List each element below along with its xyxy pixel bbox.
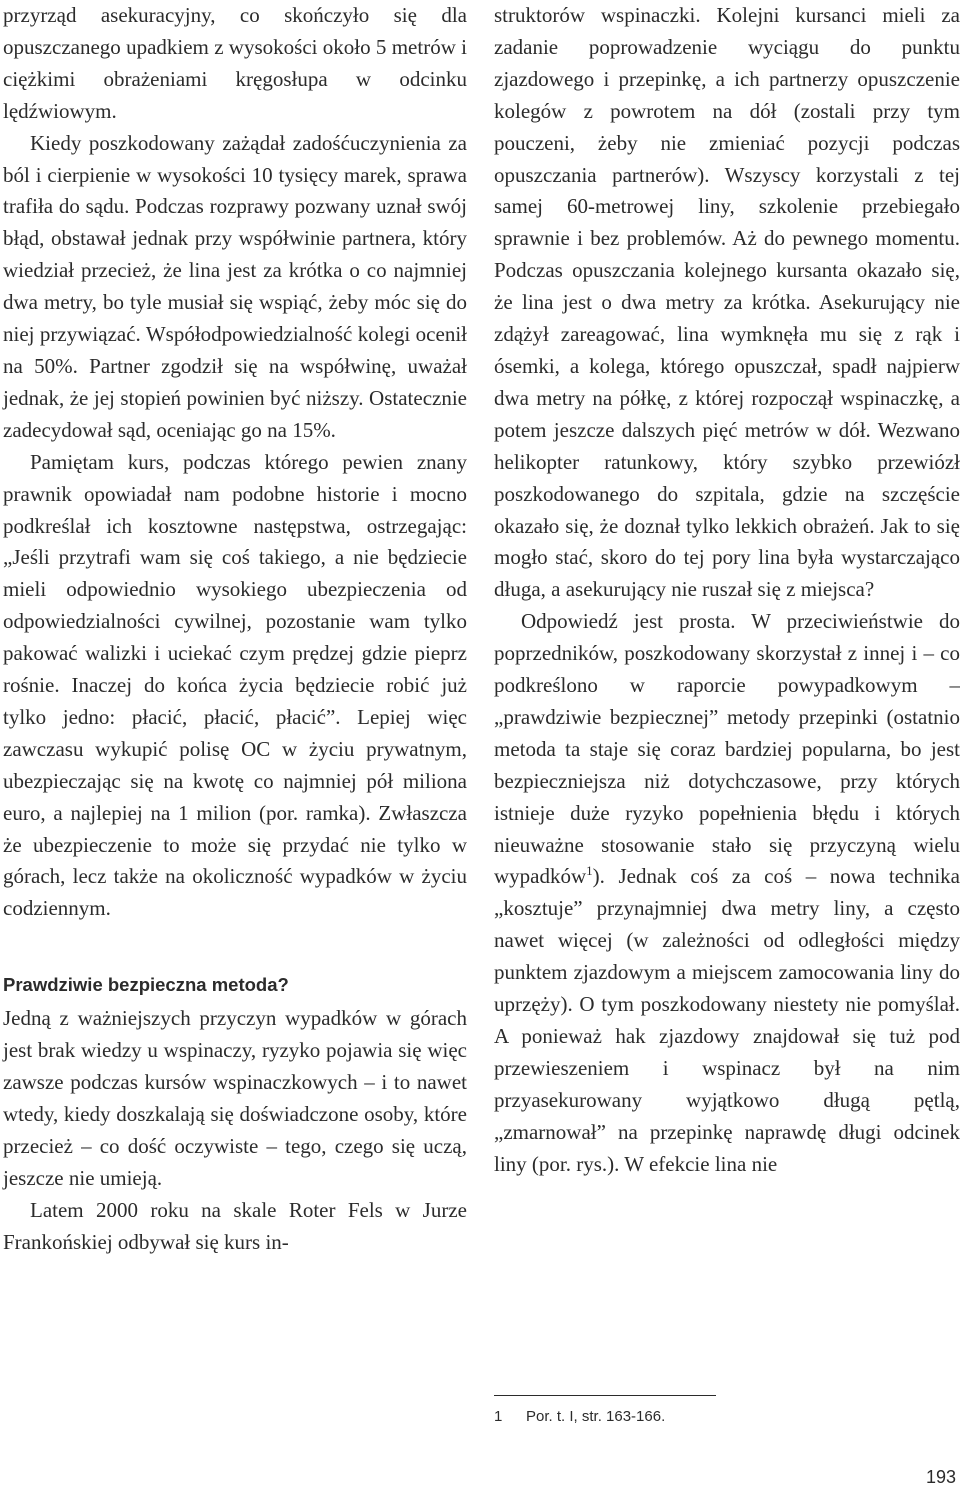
section-heading: Prawdziwie bezpieczna metoda? <box>3 974 289 996</box>
right-paragraph-2 <box>494 606 960 1180</box>
right-paragraph-2-end: ). Jednak coś za coś – nowa technika „kosztuje” przynajmniej dwa metry liny, a często nawet więcej (w zależności od odległości między punktem zjazdowym a miejscem zamocowania liny do uprzęży). O tym poszkodowany niestety nie pomyślał. A ponieważ hak zjazdowy znajdował się tuż pod przewieszeniem i wspinacz był na nim przyasekurowany wyjątkowo długą pętlą, „zmarnował” na przepinkę naprawdę długi odcinek liny (por. rys.). W efekcie lina nie <box>494 864 960 1176</box>
left-column <box>3 0 467 1259</box>
footnote-reference: 1 <box>586 863 593 879</box>
left-paragraph-4: Jedną z ważniejszych przyczyn wypadków w górach jest brak wiedzy u wspinaczy, ryzyko pojawia się więc zawsze podczas kursów wspinaczkowych – i to nawet wtedy, kiedy doszkalają się doświadczone osoby, które przecież – co dość oczywiste – tego, czego się uczą, jeszcze nie umieją. <box>3 1006 467 1190</box>
footnote-text: Por. t. I, str. 163-166. <box>526 1408 666 1425</box>
left-paragraph-5: Latem 2000 roku na skale Roter Fels w Jurze Frankońskiej odbywał się kurs in- <box>3 1197 467 1254</box>
left-paragraph-3: Pamiętam kurs, podczas którego pewien znany prawnik opowiadał nam podobne historie i mocno podkreślał ich kosztowne następstwa, ostrzegając: „Jeśli przytrafi wam się coś takiego, a nie będziecie mieli odpowiednio wysokiego ubezpieczenia od odpowiedzialności cywilnej, pozostanie wam tylko pakować walizki i uciekać czym prędzej gdzie pieprz rośnie. Inaczej do końca życia będziecie robić już tylko jedno: płacić, płacić, płacić”. Lepiej więc zawczasu wykupić polisę OC w życiu prywatnym, ubezpieczając się na kwotę co najmniej pół miliona euro, a najlepiej na 1 milion (por. ramka). Zwłaszcza że ubezpieczenie to może się przydać nie tylko w górach, lecz także na okoliczność wypadków w życiu codziennym. <box>3 449 467 921</box>
page-number: 193 <box>925 1467 956 1487</box>
left-paragraph-1: przyrząd asekuracyjny, co skończyło się dla opuszczanego upadkiem z wysokości około 5 metrów i ciężkimi obrażeniami kręgosłupa w odcinku lędźwiowym. <box>3 3 467 123</box>
right-column <box>494 0 960 1181</box>
right-paragraph-1: struktorów wspinaczki. Kolejni kursanci mieli za zadanie poprowadzenie wyciągu do punktu zjazdowego i przepinkę, a ich partnerzy opuszczenie kolegów z powrotem na dół (zostali przy tym pouczeni, żeby nie zmieniać pozycji podczas opuszczania partnerów). Wszyscy korzystali z tej samej 60-metrowej liny, szkolenie przebiegało sprawnie i bez problemów. Aż do pewnego momentu. Podczas opuszczania kolejnego kursanta okazało się, że lina jest o dwa metry za krótka. Asekurujący nie zdążył zareagować, lina wymknęła mu się z rąk i ósemki, a kolega, którego opuszczał, spadł najpierw dwa metry na półkę, z której rozpoczął wspinaczkę, a potem jeszcze dalszych pięć metrów w dół. Wezwano helikopter ratunkowy, który szybko przewiózł poszkodowanego do szpitala, gdzie na szczęście okazało się, że doznał tylko lekkich obrażeń. Jak to się mogło stać, skoro do tej pory lina była wystarczająco długa, a asekurujący nie ruszał się z miejsca? <box>494 3 960 602</box>
right-paragraph-2-start: Odpowiedź jest prosta. W przeciwieństwie do poprzedników, poszkodowany skorzystał z innej i – co podkreślono w raporcie powypadkowym – „prawdziwie bezpiecznej” metody przepinki (ostatnio metoda ta staje się coraz bardziej popularna, bo jest bezpieczniejsza niż dotychczasowe, przy których istnieje duże ryzyko popełnienia błędu i których nieuważne stosowanie stało się przyczyną wielu wypadków <box>494 609 960 889</box>
footnote <box>494 1406 665 1428</box>
left-paragraph-2: Kiedy poszkodowany zażądał zadośćuczynienia za ból i cierpienie w wysokości 10 tysięcy marek, sprawa trafiła do sądu. Podczas rozprawy pozwany uznał swój błąd, obstawał jednak przy współwinie partnera, który wiedział przecież, że lina jest za krótka o co najmniej dwa metry, bo tyle musiał się wspiąć, żeby móc się do niej przywiązać. Współodpowiedzialność kolegi ocenił na 50%. Partner zgodził się na współwinę, uważał jednak, że jej stopień powinien być niższy. Ostatecznie zadecydował sąd, oceniając go na 15%. <box>3 130 467 442</box>
footnote-divider <box>494 1395 716 1396</box>
footnote-number: 1 <box>494 1408 503 1425</box>
